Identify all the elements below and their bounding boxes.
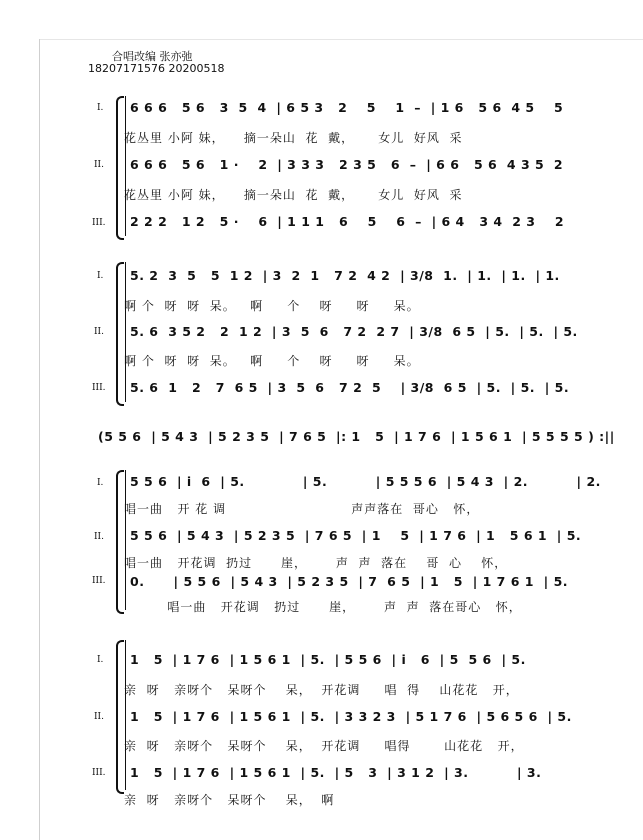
voice2-notes: 5. 6 3 5 2 2 1 2 | 3 5 6 7 2 2 7 | 3/8 6 5 | 5. | 5. | 5. [130,324,578,339]
voice2-lyrics: 啊 个 呀 呀 呆。 啊 个 呀 呀 呆。 [124,354,420,368]
voice2-notes: 6 6 6 5 6 1 · 2 | 3 3 3 2 3 5 6 – | 6 6 5 6 4 3 5 2 [130,157,564,172]
voice3-lyrics: 唱一曲 开花调 扔过 崖， 声 声 落在哥心 怀， [124,600,522,614]
voice-label: II. [94,327,104,337]
voice2-lyrics: 花丛里 小阿 妹， 摘一朵山 花 戴， 女儿 好风 采 [124,188,463,202]
voice-label: II. [94,532,104,542]
voice3-notes: 1 5 | 1 7 6 | 1 5 6 1 | 5. | 5 3 | 3 1 2 | 3. | 3. [130,765,542,780]
system-start-bar [125,262,126,402]
voice1-notes: 1 5 | 1 7 6 | 1 5 6 1 | 5. | 5 5 6 | i 6 | 5 5 6 | 5. [130,652,526,667]
voice-label: II. [94,160,104,170]
voice-label: III. [92,218,106,228]
voice3-notes: 0. | 5 5 6 | 5 4 3 | 5 2 3 5 | 7 6 5 | 1 5 | 1 7 6 1 | 5. [130,574,569,589]
system-bracket [116,470,124,614]
voice1-lyrics: 亲 呀 亲呀个 呆呀个 呆， 开花调 唱 得 山花花 开， [124,683,519,697]
voice-label: I. [97,271,104,281]
voice-label: III. [92,576,106,586]
voice3-notes: 5. 6 1 2 7 6 5 | 3 5 6 7 2 5 | 3/8 6 5 | 5. | 5. | 5. [130,380,570,395]
system-bracket [116,640,124,794]
voice3-notes: 2 2 2 1 2 5 · 6 | 1 1 1 6 5 6 – | 6 4 3 4 2 3 2 [130,214,565,229]
voice1-lyrics: 唱一曲 开 花 调 声声落在 哥心 怀， [124,502,480,516]
interlude-line: (5 5 6 | 5 4 3 | 5 2 3 5 | 7 6 5 |: 1 5 | 1 7 6 | 1 5 6 1 | 5 5 5 5 ) :|| [98,429,615,444]
voice1-lyrics: 花丛里 小阿 妹， 摘一朵山 花 戴， 女儿 好风 采 [124,131,463,145]
page-left-edge [39,39,40,840]
voice-label: I. [97,478,104,488]
voice1-notes: 5. 2 3 5 5 1 2 | 3 2 1 7 2 4 2 | 3/8 1. | 1. | 1. | 1. [130,268,560,283]
voice3-lyrics: 亲 呀 亲呀个 呆呀个 呆， 啊 [124,793,335,807]
voice-label: I. [97,103,104,113]
voice-label: II. [94,712,104,722]
voice-label: I. [97,655,104,665]
page-top-edge [39,39,643,40]
voice-label: III. [92,383,106,393]
arranger-title: 合唱改编 张亦弛 [112,50,193,63]
system-start-bar [125,470,126,610]
voice1-notes: 5 5 6 | i 6 | 5. | 5. | 5 5 5 6 | 5 4 3 | 2. | 2. [130,474,601,489]
system-start-bar [125,96,126,236]
voice1-lyrics: 啊 个 呀 呀 呆。 啊 个 呀 呀 呆。 [124,299,420,313]
voice2-notes: 1 5 | 1 7 6 | 1 5 6 1 | 5. | 3 3 2 3 | 5 1 7 6 | 5 6 5 6 | 5. [130,709,572,724]
voice2-notes: 5 5 6 | 5 4 3 | 5 2 3 5 | 7 6 5 | 1 5 | 1 7 6 | 1 5 6 1 | 5. [130,528,582,543]
voice-label: III. [92,768,106,778]
voice2-lyrics: 亲 呀 亲呀个 呆呀个 呆， 开花调 唱得 山花花 开， [124,739,524,753]
system-bracket [116,262,124,406]
voice2-lyrics: 唱一曲 开花调 扔过 崖， 声 声 落在 哥 心 怀， [124,556,508,570]
system-bracket [116,96,124,240]
contact-date: 18207171576 20200518 [88,62,225,75]
voice1-notes: 6 6 6 5 6 3 5 4 | 6 5 3 2 5 1 – | 1 6 5 6 4 5 5 [130,100,564,115]
system-start-bar [125,640,126,790]
